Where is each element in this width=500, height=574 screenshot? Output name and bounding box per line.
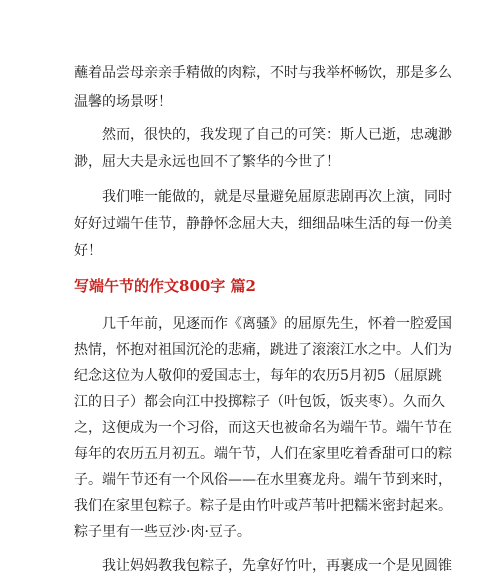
text-line: 好！	[74, 243, 102, 259]
text-line: 每年的农历五月初五。端午节，人们在家里吃着香甜可口的粽	[74, 446, 452, 462]
text-line: 然而，很快的，我发现了自己的可笑：斯人已逝，忠魂渺	[74, 127, 452, 143]
text-line: 粽子里有一些豆沙·肉·豆子。	[74, 524, 251, 540]
text-line: 江的日子）都会向江中投掷粽子（叶包饭，饭夹枣）。久而久	[74, 394, 445, 410]
text-line: 我让妈妈教我包粽子，先拿好竹叶，再裹成一个是见圆锥	[74, 558, 452, 574]
text-line: 我们在家里包粽子。粽子是由竹叶或芦苇叶把糯米密封起来。	[74, 498, 452, 514]
text-line: 纪念这位为人敬仰的爱国志士，每年的农历5月初5（屈原跳	[74, 368, 442, 384]
text-line: 好好过端午佳节，静静怀念屈大夫，细细品味生活的每一份美	[74, 216, 452, 232]
section-heading: 写端午节的作文800字 篇2	[74, 277, 256, 295]
text-line: 渺，屈大夫是永远也回不了繁华的今世了！	[74, 154, 340, 170]
text-line: 热情，怀抱对祖国沉沦的悲痛，跳进了滚滚江水之中。人们为	[74, 342, 452, 358]
text-line: 之，这便成为一个习俗，而这天也被命名为端午节。端午节在	[74, 420, 452, 436]
text-line: 几千年前，见逐而作《离骚》的屈原先生，怀着一腔爱国	[74, 316, 452, 332]
text-line: 子。端午节还有一个风俗——在水里赛龙舟。端午节到来时，	[74, 472, 452, 488]
text-line: 蘸着品尝母亲亲手精做的肉粽，不时与我举杯畅饮，那是多么	[74, 65, 452, 81]
text-line: 我们唯一能做的，就是尽量避免屈原悲剧再次上演，同时	[74, 189, 452, 205]
text-line: 温馨的场景呀！	[74, 94, 172, 110]
